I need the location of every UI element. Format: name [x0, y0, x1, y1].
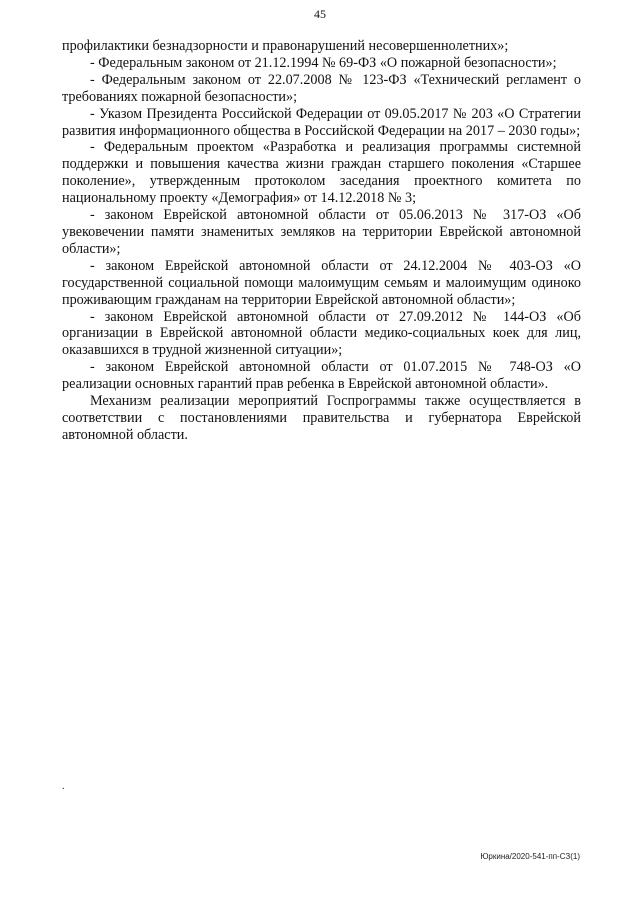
paragraph-mechanism: Механизм реализации мероприятий Госпрограммы также осуществляется в соответствии с постановлениями правительства и губернатора Еврейской автономной области. — [62, 393, 581, 443]
paragraph-law-748: - законом Еврейской автономной области от 01.07.2015 № 748-ОЗ «О реализации основных гарантий прав ребенка в Еврейской автономной области». — [62, 359, 581, 393]
page-number: 45 — [314, 7, 326, 21]
paragraph-fire-safety-regulation: - Федеральным законом от 22.07.2008 № 123-ФЗ «Технический регламент о требованиях пожарной безопасности»; — [62, 71, 581, 105]
paragraph-fire-safety-law: - Федеральным законом от 21.12.1994 № 69-ФЗ «О пожарной безопасности»; — [90, 54, 557, 71]
paragraph-law-144: - законом Еврейской автономной области от 27.09.2012 № 144-ОЗ «Об организации в Еврейской автономной области медико-социальных коек для лиц, оказавшихся в трудной жизненной ситуации»; — [62, 308, 581, 359]
document-body — [62, 38, 581, 444]
paragraph-continuation: профилактики безнадзорности и правонарушений несовершеннолетних»; — [62, 38, 509, 54]
stray-mark: . — [62, 781, 65, 792]
paragraph-law-403: - законом Еврейской автономной области от 24.12.2004 № 403-ОЗ «О государственной социальной помощи малоимущим семьям и малоимущим одиноко проживающим гражданам на территории Еврейской автономной области»; — [62, 257, 581, 308]
footer-document-code: Юркина/2020-541-пп-СЗ(1) — [480, 852, 580, 861]
paragraph-law-317: - законом Еврейской автономной области от 05.06.2013 № 317-ОЗ «Об увековечении памяти знаменитых земляков на территории Еврейской автономной области»; — [62, 207, 581, 257]
paragraph-federal-project: - Федеральным проектом «Разработка и реализация программы системной поддержки и повышения качества жизни граждан старшего поколения «Старшее поколение», утвержденным протоколом заседания проектного комитета по национальному проекту «Демография» от 14.12.2018 № 3; — [62, 139, 581, 207]
paragraph-presidential-decree: - Указом Президента Российской Федерации от 09.05.2017 № 203 «О Стратегии развития информационного общества в Российской Федерации на 2017 – 2030 годы»; — [62, 105, 581, 139]
